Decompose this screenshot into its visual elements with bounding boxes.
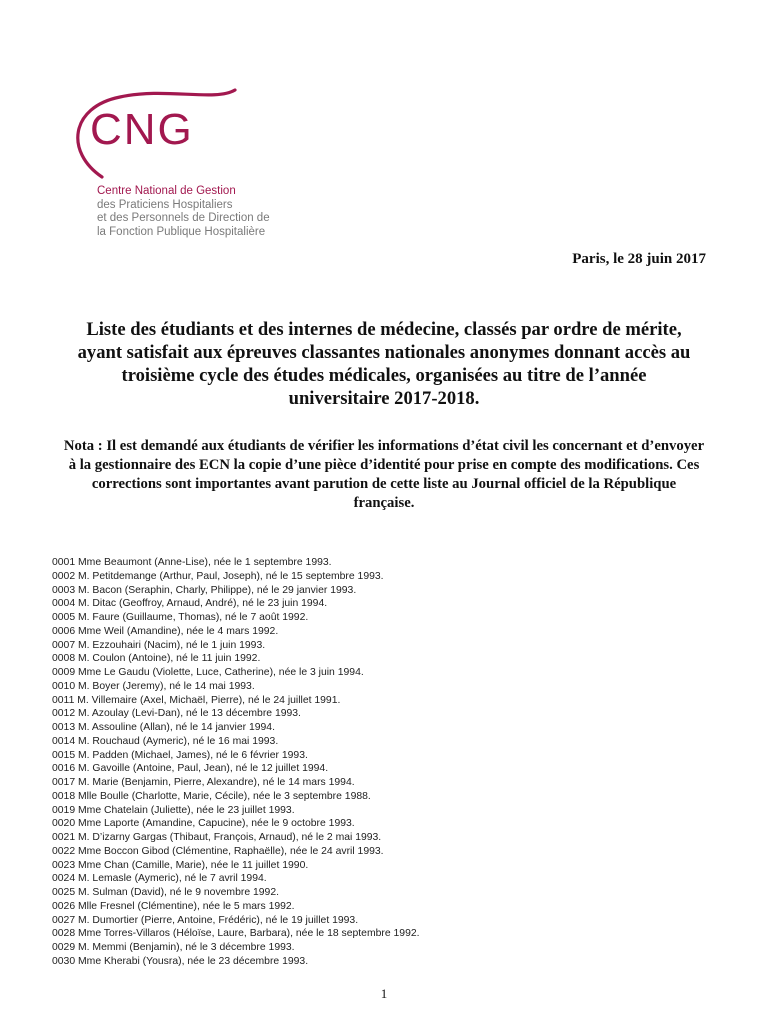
list-item: 0013 M. Assouline (Allan), né le 14 janvier 1994. xyxy=(52,722,275,733)
list-item: 0001 Mme Beaumont (Anne-Lise), née le 1 septembre 1993. xyxy=(52,557,332,568)
list-item: 0006 Mme Weil (Amandine), née le 4 mars 1992. xyxy=(52,625,279,637)
list-item: 0017 M. Marie (Benjamin, Pierre, Alexandre), né le 14 mars 1994. xyxy=(52,777,355,788)
logo-text: CNG xyxy=(90,105,194,154)
list-item: 0020 Mme Laporte (Amandine, Capucine), née le 9 octobre 1993. xyxy=(52,818,355,830)
list-item: 0014 M. Rouchaud (Aymeric), né le 16 mai 1993. xyxy=(52,735,279,747)
org-line-3: et des Personnels de Direction de xyxy=(97,212,270,224)
list-item: 0012 M. Azoulay (Levi-Dan), né le 13 décembre 1993. xyxy=(52,708,301,720)
list-item: 0004 M. Ditac (Geoffroy, Arnaud, André), né le 23 juin 1994. xyxy=(52,598,328,610)
organization-block xyxy=(97,185,270,239)
page-number: 1 xyxy=(380,986,388,1001)
org-line-1: Centre National de Gestion xyxy=(97,185,236,197)
list-item: 0008 M. Coulon (Antoine), né le 11 juin 1992. xyxy=(52,653,261,665)
list-item: 0023 Mme Chan (Camille, Marie), née le 11 juillet 1990. xyxy=(52,859,309,871)
list-item: 0027 M. Dumortier (Pierre, Antoine, Frédéric), né le 19 juillet 1993. xyxy=(52,914,359,926)
list-item: 0026 Mlle Fresnel (Clémentine), née le 5 mars 1992. xyxy=(52,900,295,912)
document-title: Liste des étudiants et des internes de médecine, classés par ordre de mérite, ayant satisfait aux épreuves classantes nationales anonymes donnant accès au troisième cycle des études médicales, organisées au titre de l’année universitaire 2017-2018. xyxy=(77,319,691,409)
list-item: 0002 M. Petitdemange (Arthur, Paul, Joseph), né le 15 septembre 1993. xyxy=(52,570,384,582)
list-item: 0029 M. Memmi (Benjamin), né le 3 décembre 1993. xyxy=(52,942,295,953)
list-item: 0005 M. Faure (Guillaume, Thomas), né le 7 août 1992. xyxy=(52,612,309,623)
list-item: 0021 M. D’izarny Gargas (Thibaut, François, Arnaud), né le 2 mai 1993. xyxy=(52,832,382,843)
list-item: 0022 Mme Boccon Gibod (Clémentine, Raphaëlle), née le 24 avril 1993. xyxy=(52,845,384,857)
list-item: 0028 Mme Torres-Villaros (Héloïse, Laure, Barbara), née le 18 septembre 1992. xyxy=(52,928,420,940)
document-date: Paris, le 28 juin 2017 xyxy=(572,251,706,267)
org-line-4: la Fonction Publique Hospitalière xyxy=(97,225,266,238)
list-item: 0016 M. Gavoille (Antoine, Paul, Jean), né le 12 juillet 1994. xyxy=(52,763,329,775)
list-item: 0030 Mme Kherabi (Yousra), née le 23 décembre 1993. xyxy=(52,955,309,967)
org-line-2: des Praticiens Hospitaliers xyxy=(97,198,233,211)
list-item: 0010 M. Boyer (Jeremy), né le 14 mai 1993. xyxy=(52,680,255,692)
list-item: 0011 M. Villemaire (Axel, Michaël, Pierre), né le 24 juillet 1991. xyxy=(52,694,341,706)
list-item: 0009 Mme Le Gaudu (Violette, Luce, Catherine), née le 3 juin 1994. xyxy=(52,667,364,678)
list-item: 0019 Mme Chatelain (Juliette), née le 23 juillet 1993. xyxy=(52,804,295,816)
list-item: 0018 Mlle Boulle (Charlotte, Marie, Cécile), née le 3 septembre 1988. xyxy=(52,790,371,802)
list-item: 0003 M. Bacon (Seraphin, Charly, Philippe), né le 29 janvier 1993. xyxy=(52,584,357,596)
list-item: 0015 M. Padden (Michael, James), né le 6 février 1993. xyxy=(52,749,308,761)
cng-logo xyxy=(60,82,250,182)
list-item: 0024 M. Lemasle (Aymeric), né le 7 avril 1994. xyxy=(52,873,267,885)
nota-paragraph: Nota : Il est demandé aux étudiants de vérifier les informations d’état civil les concernant et d’envoyer à la gestionnaire des ECN la copie d’une pièce d’identité pour prise en compte des modifications. Ces corrections sont importantes avant parution de cette liste au Journal officiel de la République française. xyxy=(63,438,705,511)
list-item: 0025 M. Sulman (David), né le 9 novembre 1992. xyxy=(52,887,279,898)
list-item: 0007 M. Ezzouhairi (Nacim), né le 1 juin 1993. xyxy=(52,639,266,651)
student-list xyxy=(52,556,420,969)
